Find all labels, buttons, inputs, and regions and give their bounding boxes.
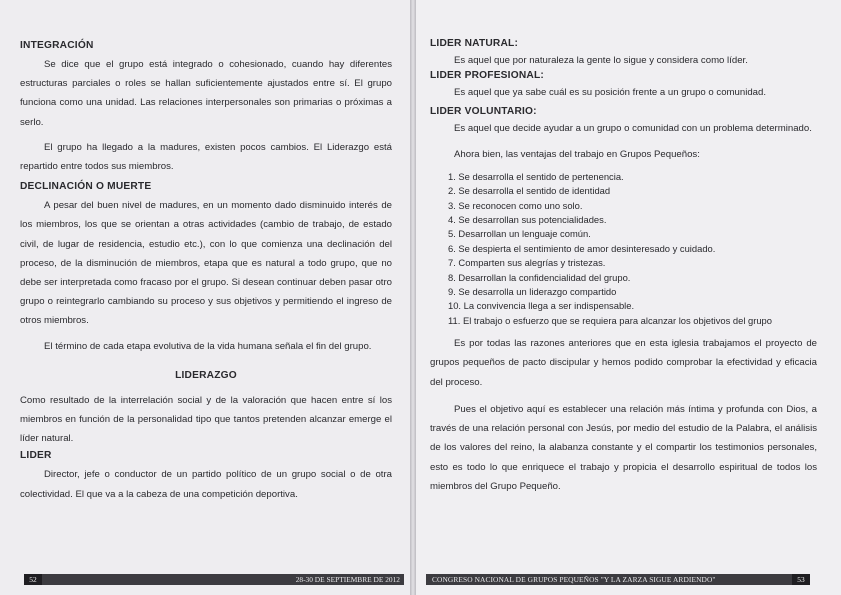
declinacion-paragraph-2: El término de cada etapa evolutiva de la vida humana señala el fin del grupo. xyxy=(44,340,372,352)
lider-voluntario-heading: LIDER VOLUNTARIO: xyxy=(430,106,537,118)
objetivo-paragraph: Pues el objetivo aquí es establecer una relación más íntima y profunda con Dios, a través de una relación personal con Jesús, por medio del estudio de la Palabra, el análisis de los valores del reino, la alabanza constante y el compartir los testimonios personales, esto es todo lo que enriquece el trabajo y propicia el desarrollo espiritual de todos los miembros del Grupo Pequeño. xyxy=(430,403,817,492)
list-item: 4. Se desarrollan sus potencialidades. xyxy=(448,214,607,226)
lider-heading: LIDER xyxy=(20,450,52,462)
left-page xyxy=(0,0,410,595)
integracion-heading: INTEGRACIÓN xyxy=(20,40,94,51)
integracion-paragraph-2: El grupo ha llegado a la madures, existen pocos cambios. El Liderazgo está repartido entre todos sus miembros. xyxy=(20,141,392,173)
lider-paragraph: Director, jefe o conductor de un partido político de un grupo social o de otra colectividad. El que va a la cabeza de una competición deportiva. xyxy=(20,469,392,500)
ventajas-intro: Ahora bien, las ventajas del trabajo en Grupos Pequeños: xyxy=(454,148,700,160)
list-item: 10. La convivencia llega a ser indispensable. xyxy=(448,300,635,312)
list-item: 8. Desarrollan la confidencialidad del grupo. xyxy=(448,271,631,283)
lider-profesional-heading: LIDER PROFESIONAL: xyxy=(430,70,544,82)
declinacion-heading: DECLINACIÓN O MUERTE xyxy=(20,181,152,193)
right-footer-text: CONGRESO NACIONAL DE GRUPOS PEQUEÑOS "Y LA ZARZA SIGUE ARDIENDO" xyxy=(432,575,716,584)
lider-voluntario-paragraph: Es aquel que decide ayudar a un grupo o comunidad con un problema determinado. xyxy=(454,123,812,135)
right-page-number: 53 xyxy=(792,574,810,585)
left-footer-bar xyxy=(24,574,404,585)
liderazgo-paragraph: Como resultado de la interrelación social y de la valoración que hacen entre sí los miembros en función de la personalidad tipo que tantos pretenden alcanzar emerge el líder natural. xyxy=(20,394,392,445)
list-item: 2. Se desarrolla el sentido de identidad xyxy=(448,185,611,197)
lider-natural-paragraph: Es aquel que por naturaleza la gente lo sigue y considera como líder. xyxy=(454,55,748,66)
list-item: 5. Desarrollan un lenguaje común. xyxy=(448,228,591,240)
list-item: 9. Se desarrolla un liderazgo compartido xyxy=(448,286,617,298)
left-page-number: 52 xyxy=(24,574,42,585)
right-footer-bar xyxy=(426,574,810,585)
integracion-paragraph-1: Se dice que el grupo está integrado o cohesionado, cuando hay diferentes estructuras parciales o roles se hallan suficientemente ajustados entre sí. El grupo funciona como una unidad. Las relaciones interpersonales son primarias o próximas a serlo. xyxy=(20,59,392,128)
declinacion-paragraph-1: A pesar del buen nivel de madures, en un momento dado disminuido interés de los miembros, los que se orientan a otras actividades (cambio de trabajo, de estado civil, de lugar de residencia, estudio etc.), con lo que comienza una declinación del proceso, de la disminución de miembros, etapa que es natural a todo grupo, que no debe ser interpretada como fracaso por el grupo. Si desean continuar deben pasar otro grupo o reintegrarlo cambiando su proceso y sus objetivos y permitiendo el ingreso de otros miembros. xyxy=(20,200,392,327)
liderazgo-heading: LIDERAZGO xyxy=(175,369,237,381)
ventajas-list xyxy=(448,170,817,328)
right-page xyxy=(416,0,841,595)
lider-profesional-paragraph: Es aquel que ya sabe cuál es su posición frente a un grupo o comunidad. xyxy=(454,87,767,99)
list-item: 1. Se desarrolla el sentido de pertenencia. xyxy=(448,170,624,182)
razones-paragraph: Es por todas las razones anteriores que en esta iglesia trabajamos el proyecto de grupos pequeños de pacto discipular y hemos podido comprobar la efectividad y eficacia del proceso. xyxy=(430,338,817,388)
list-item: 6. Se despierta el sentimiento de amor desinteresado y cuidado. xyxy=(448,242,716,254)
list-item: 7. Comparten sus alegrías y tristezas. xyxy=(448,257,606,269)
left-footer-text: 28-30 DE SEPTIEMBRE DE 2012 xyxy=(295,575,400,584)
list-item: 11. El trabajo o esfuerzo que se requiera para alcanzar los objetivos del grupo xyxy=(448,314,772,326)
lider-natural-heading: LIDER NATURAL: xyxy=(430,38,519,49)
list-item: 3. Se reconocen como uno solo. xyxy=(448,199,583,211)
